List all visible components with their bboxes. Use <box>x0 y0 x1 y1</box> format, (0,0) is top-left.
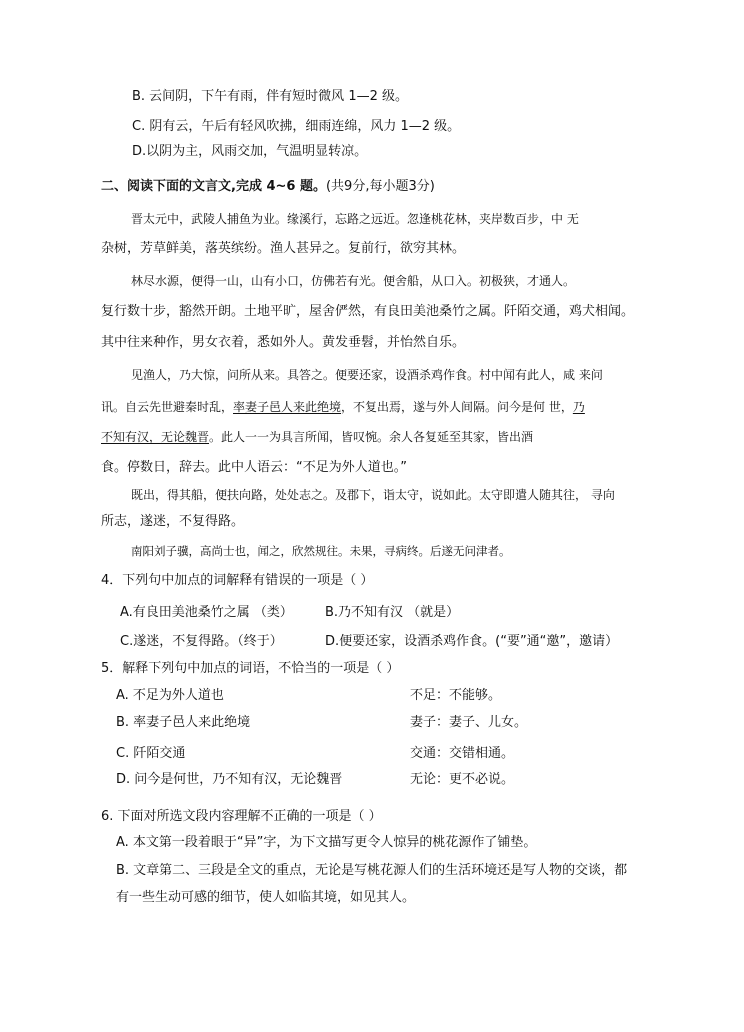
q4-option-c: C.遂迷，不复得路。（终于） <box>120 634 283 649</box>
q6-option-a: A. 本文第一段着眼于“异”字，为下文描写更令人惊异的桃花源作了铺垫。 <box>116 835 537 850</box>
q5-answer-b: 妻子：妻子、儿女。 <box>410 715 528 730</box>
p3-line2-part1: 讯。自云先世避秦时乱， <box>101 400 234 414</box>
q5-option-d: D. 问今是何世，乃不知有汉，无论魏晋 <box>116 772 343 787</box>
passage-p3-line2 <box>101 398 585 416</box>
p3-line2-underlined: 率妻子邑人来此绝境 <box>233 400 342 414</box>
section-score: (共9分,每小题3分) <box>325 179 435 194</box>
q4-option-b: B.乃不知有汉 （就是） <box>325 605 460 620</box>
passage-p1-line2: 杂树，芳草鲜美，落英缤纷。渔人甚异之。复前行，欲穷其林。 <box>101 241 466 256</box>
option-c-weather: C. 阴有云，午后有轻风吹拂，细雨连绵，风力 1—2 级。 <box>132 119 461 134</box>
p3-line2-part3: ，不复出焉，遂与外人间隔。问今是何 世， <box>341 400 573 414</box>
q6-stem: 6. 下面对所选文段内容理解不正确的一项是（ ） <box>101 809 382 824</box>
passage-p4-line1: 既出，得其船，便扶向路，处处志之。及郡下，诣太守，说如此。太守即遣人随其往， 寻向 <box>131 488 615 502</box>
q4-stem: 4．下列句中加点的词解释有错误的一项是（ ） <box>101 573 374 588</box>
passage-p3-line1: 见渔人，乃大惊，问所从来。具答之。便要还家，设酒杀鸡作食。村中闻有此人，咸 来问 <box>131 368 603 382</box>
option-d-weather: D.以阴为主，风雨交加，气温明显转凉。 <box>132 144 368 159</box>
passage-p3-line4: 食。停数日，辞去。此中人语云：“不足为外人道也。” <box>101 460 407 475</box>
p3-line3-underlined: 不知有汉，无论魏晋 <box>101 430 210 444</box>
q5-option-b: B. 率妻子邑人来此绝境 <box>116 715 251 730</box>
passage-p4-line2: 所志，遂迷，不复得路。 <box>101 514 245 529</box>
q5-option-c: C. 阡陌交通 <box>116 746 186 761</box>
passage-p2-line1: 林尽水源，便得一山，山有小口，仿佛若有光。便舍船，从口入。初极狭，才通人。 <box>131 274 576 288</box>
p3-line2-underlined-end: 乃 <box>572 400 585 414</box>
q5-answer-d: 无论：更不必说。 <box>410 772 515 787</box>
passage-p2-line2: 复行数十步，豁然开朗。土地平旷，屋舍俨然，有良田美池桑竹之属。阡陌交通，鸡犬相闻。 <box>101 304 635 319</box>
q5-answer-c: 交通：交错相通。 <box>410 746 515 761</box>
section-heading <box>101 178 435 196</box>
q5-answer-a: 不足：不能够。 <box>410 688 502 703</box>
passage-p5-line1: 南阳刘子骥，高尚士也，闻之，欣然规往。未果，寻病终。后遂无问津者。 <box>131 544 511 558</box>
passage-p2-line3: 其中往来种作，男女衣着，悉如外人。黄发垂髫，并怡然自乐。 <box>101 335 466 350</box>
q6-option-b-line2: 有一些生动可感的细节，使人如临其境，如见其人。 <box>116 890 416 905</box>
q5-option-a: A. 不足为外人道也 <box>116 688 224 703</box>
p3-line3-rest: 。此人一一为具言所闻，皆叹惋。余人各复延至其家，皆出酒 <box>209 430 534 444</box>
passage-p3-line3 <box>101 428 533 446</box>
q4-option-d: D.便要还家，设酒杀鸡作食。(“要”通“邀”，邀请） <box>325 634 619 649</box>
option-b-weather: B. 云间阴，下午有雨，伴有短时微风 1—2 级。 <box>132 89 408 104</box>
q6-option-b-line1: B. 文章第二、三段是全文的重点，无论是写桃花源人们的生活环境还是写人物的交谈，都 <box>116 863 628 878</box>
q4-option-a: A.有良田美池桑竹之属 （类） <box>120 605 293 620</box>
q5-stem: 5．解释下列句中加点的词语，不恰当的一项是（ ） <box>101 661 400 676</box>
passage-p1-line1: 晋太元中，武陵人捕鱼为业。缘溪行，忘路之远近。忽逢桃花林，夹岸数百步，中 无 <box>131 212 579 226</box>
section-title: 二、阅读下面的文言文,完成 4~6 题。 <box>101 179 326 194</box>
